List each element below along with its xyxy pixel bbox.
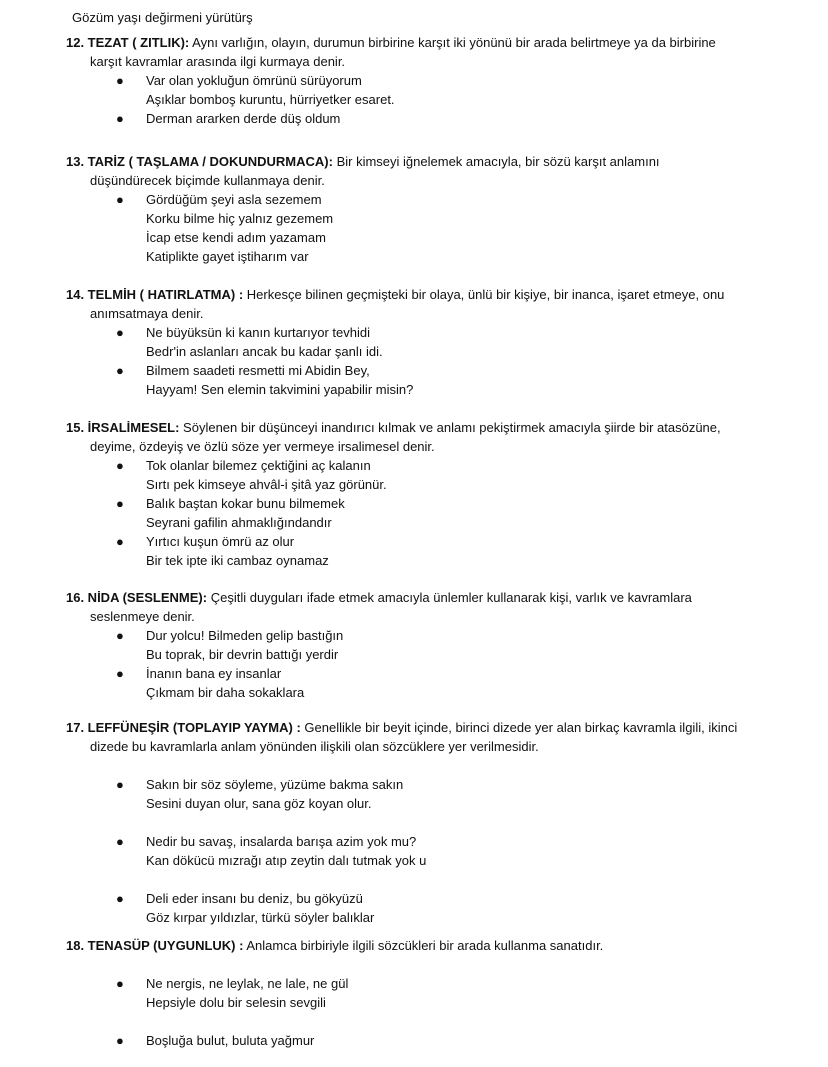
section-tenasup: [66, 936, 784, 1050]
example-line: Bedr'in aslanları ancak bu kadar şanlı idi.: [146, 344, 383, 359]
section-title: 17. LEFFÜNEŞİR (TOPLAYIP YAYMA) :: [66, 720, 301, 735]
example-item: [116, 664, 784, 702]
bullet-icon: ●: [116, 111, 124, 126]
section-definition-continued: düşündürecek biçimde kullanmaya denir.: [90, 173, 325, 188]
section-definition-continued: karşıt kavramlar arasında ilgi kurmaya denir.: [90, 54, 346, 69]
section-title: 14. TELMİH ( HATIRLATMA) :: [66, 287, 244, 302]
bullet-icon: ●: [116, 73, 124, 88]
section-definition-continued: dizede bu kavramlarla anlam yönünden ilişkili olan sözcüklere yer verilmesidir.: [90, 739, 539, 754]
bullet-icon: ●: [116, 891, 124, 906]
example-line: Yırtıcı kuşun ömrü az olur: [146, 534, 295, 549]
bullet-icon: ●: [116, 1033, 124, 1048]
example-item: [116, 532, 784, 570]
section-nida: [66, 588, 784, 702]
example-item: [116, 109, 784, 128]
example-list: [116, 71, 784, 128]
example-line: Nedir bu savaş, insalarda barışa azim yok mu?: [146, 834, 417, 849]
example-line: Seyrani gafilin ahmaklığındandır: [146, 515, 332, 530]
section-heading: [66, 33, 784, 52]
section-heading: [66, 588, 784, 607]
top-verse-line: Gözüm yaşı değirmeni yürütürş: [72, 10, 253, 25]
bullet-icon: ●: [116, 192, 124, 207]
example-line: Dur yolcu! Bilmeden gelip bastığın: [146, 628, 344, 643]
section-heading: [66, 285, 784, 304]
example-line: Göz kırpar yıldızlar, türkü söyler balıklar: [146, 910, 375, 925]
section-definition-continued: deyime, özdeyiş ve özlü söze yer vermeye irsalimesel denir.: [90, 439, 435, 454]
section-definition: Aynı varlığın, olayın, durumun birbirine karşıt iki yönünü bir arada belirtmeye ya da birbirine: [192, 35, 716, 50]
example-line: İnanın bana ey insanlar: [146, 666, 282, 681]
example-item: [116, 190, 784, 266]
example-line: Ne büyüksün ki kanın kurtarıyor tevhidi: [146, 325, 370, 340]
section-heading: [66, 418, 784, 437]
example-item: [116, 71, 784, 109]
example-list: [116, 456, 784, 570]
section-tariz: [66, 152, 784, 266]
bullet-icon: ●: [116, 496, 124, 511]
section-heading: [66, 718, 784, 737]
section-telmih: [66, 285, 784, 399]
example-list: [116, 974, 784, 1050]
example-line: Sesini duyan olur, sana göz koyan olur.: [146, 796, 372, 811]
example-line: Deli eder insanı bu deniz, bu gökyüzü: [146, 891, 363, 906]
example-item: [116, 775, 784, 813]
example-line: Balık baştan kokar bunu bilmemek: [146, 496, 345, 511]
example-list: [116, 626, 784, 702]
bullet-icon: ●: [116, 534, 124, 549]
example-item: [116, 889, 784, 927]
section-title: 18. TENASÜP (UYGUNLUK) :: [66, 938, 244, 953]
example-line: Çıkmam bir daha sokaklara: [146, 685, 305, 700]
section-title: 13. TARİZ ( TAŞLAMA / DOKUNDURMACA):: [66, 154, 333, 169]
bullet-icon: ●: [116, 666, 124, 681]
example-line: Aşıklar bomboş kuruntu, hürriyetker esaret.: [146, 92, 395, 107]
bullet-icon: ●: [116, 325, 124, 340]
example-line: İcap etse kendi adım yazamam: [146, 230, 326, 245]
example-line: Bir tek ipte iki cambaz oynamaz: [146, 553, 329, 568]
section-title: 12. TEZAT ( ZITLIK):: [66, 35, 190, 50]
example-item: [116, 626, 784, 664]
example-line: Korku bilme hiç yalnız gezemem: [146, 211, 334, 226]
bullet-icon: ●: [116, 363, 124, 378]
example-line: Katiplikte gayet iştiharım var: [146, 249, 309, 264]
section-title: 16. NİDA (SESLENME):: [66, 590, 208, 605]
example-line: Sakın bir söz söyleme, yüzüme bakma sakın: [146, 777, 404, 792]
section-definition-continued: anımsatmaya denir.: [90, 306, 204, 321]
example-item: [116, 361, 784, 399]
example-item: [116, 832, 784, 870]
example-line: Gördüğüm şeyi asla sezemem: [146, 192, 322, 207]
example-line: Var olan yokluğun ömrünü sürüyorum: [146, 73, 362, 88]
example-line: Ne nergis, ne leylak, ne lale, ne gül: [146, 976, 349, 991]
bullet-icon: ●: [116, 976, 124, 991]
example-line: Tok olanlar bilemez çektiğini aç kalanın: [146, 458, 371, 473]
section-definition: Anlamca birbiriyle ilgili sözcükleri bir arada kullanma sanatıdır.: [246, 938, 604, 953]
section-definition: Genellikle bir beyit içinde, birinci dizede yer alan birkaç kavramla ilgili, ikinci: [304, 720, 738, 735]
example-line: Boşluğa bulut, buluta yağmur: [146, 1033, 315, 1048]
bullet-icon: ●: [116, 628, 124, 643]
bullet-icon: ●: [116, 834, 124, 849]
example-line: Hayyam! Sen elemin takvimini yapabilir misin?: [146, 382, 414, 397]
example-list: [116, 775, 784, 927]
example-item: [116, 323, 784, 361]
bullet-icon: ●: [116, 458, 124, 473]
section-definition: Bir kimseyi iğnelemek amacıyla, bir sözü karşıt anlamını: [336, 154, 660, 169]
example-item: [116, 456, 784, 494]
example-list: [116, 190, 784, 266]
example-line: Sırtı pek kimseye ahvâl-i şitâ yaz görünür.: [146, 477, 387, 492]
section-title: 15. İRSALİMESEL:: [66, 420, 180, 435]
section-irsalimesel: [66, 418, 784, 570]
section-heading: [66, 936, 784, 955]
example-line: Derman ararken derde düş oldum: [146, 111, 341, 126]
bullet-icon: ●: [116, 777, 124, 792]
example-item: [116, 974, 784, 1012]
section-definition-continued: seslenmeye denir.: [90, 609, 195, 624]
section-definition: Çeşitli duyguları ifade etmek amacıyla ünlemler kullanarak kişi, varlık ve kavramlara: [210, 590, 692, 605]
example-line: Kan dökücü mızrağı atıp zeytin dalı tutmak yok u: [146, 853, 427, 868]
section-definition: Herkesçe bilinen geçmişteki bir olaya, ünlü bir kişiye, bir inanca, işaret etmeye, onu: [246, 287, 725, 302]
example-list: [116, 323, 784, 399]
example-line: Hepsiyle dolu bir selesin sevgili: [146, 995, 326, 1010]
section-definition: Söylenen bir düşünceyi inandırıcı kılmak ve anlamı pekiştirmek amacıyla şiirde bir atasözüne,: [183, 420, 721, 435]
example-item: [116, 494, 784, 532]
example-item: [116, 1031, 784, 1050]
example-line: Bilmem saadeti resmetti mi Abidin Bey,: [146, 363, 370, 378]
section-tezat: [66, 33, 784, 128]
section-heading: [66, 152, 784, 171]
section-leffunesir: [66, 718, 784, 927]
example-line: Bu toprak, bir devrin battığı yerdir: [146, 647, 339, 662]
